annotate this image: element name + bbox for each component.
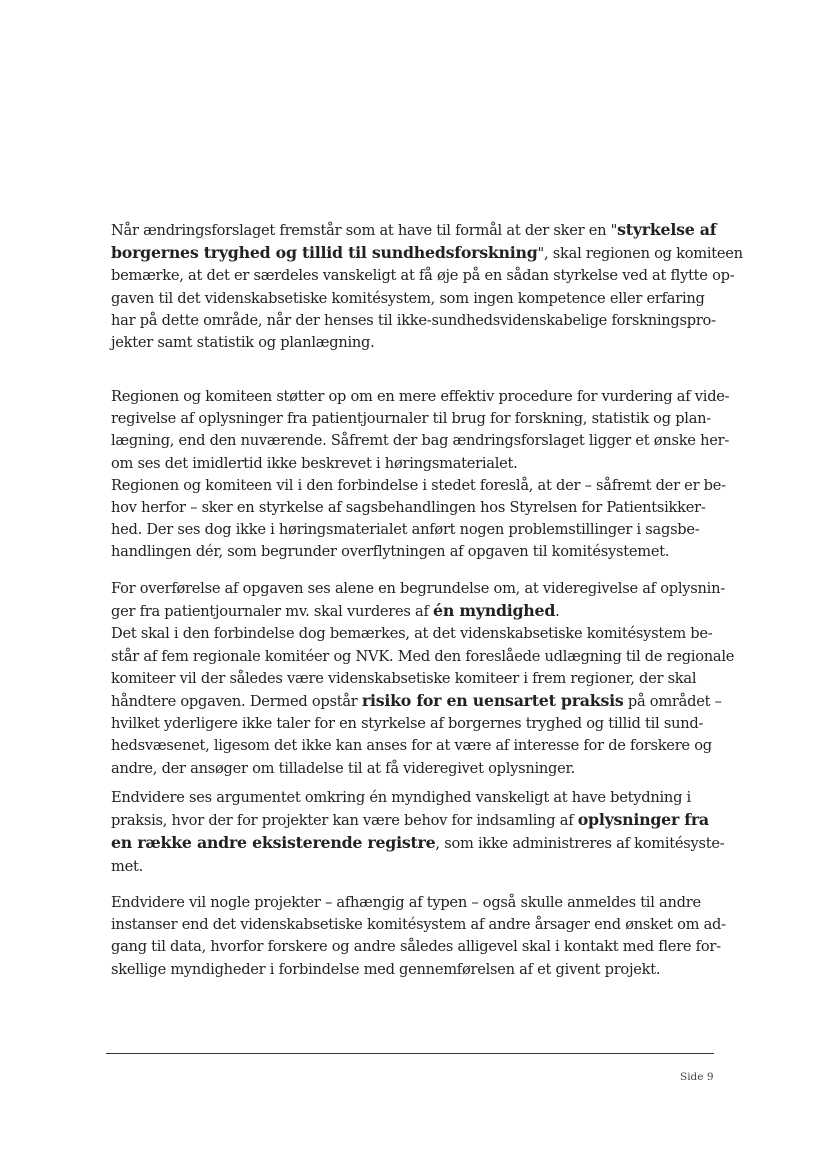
text-line: regivelse af oplysninger fra patientjournaler til brug for forskning, statistik og plan-	[111, 410, 711, 428]
paragraph-4	[111, 787, 725, 878]
bold-text: oplysninger fra	[577, 810, 709, 830]
paragraph-5	[111, 892, 726, 981]
bold-text: risiko for en uensartet praksis	[361, 691, 624, 711]
text-line	[111, 219, 721, 242]
text-line: andre, der ansøger om tilladelse til at få videregivet oplysninger.	[111, 759, 576, 777]
bold-text: én myndighed	[433, 601, 556, 621]
paragraph-1	[111, 219, 743, 354]
text-line	[111, 242, 743, 265]
paragraph-3	[111, 578, 735, 780]
text-line: hedsvæsenet, ligesom det ikke kan anses for at være af interesse for de forskere og	[111, 737, 712, 755]
text-line: om ses det imidlertid ikke beskrevet i høringsmaterialet.	[111, 454, 518, 472]
text-line: bemærke, at det er særdeles vanskeligt at få øje på en sådan styrkelse ved at flytte op-	[111, 267, 735, 285]
text-line	[111, 600, 721, 623]
bold-text: borgernes tryghed og tillid til sundhedsforskning	[111, 243, 538, 263]
text-line: Endvidere ses argumentet omkring én myndighed vanskeligt at have betydning i	[111, 789, 691, 806]
text-line: hvilket yderligere ikke taler for en styrkelse af borgernes tryghed og tillid til sund-	[111, 715, 704, 733]
text: ger fra patientjournaler mv. skal vurderes af	[111, 603, 434, 621]
page-number: Side 9	[680, 1071, 714, 1083]
text-line: Det skal i den forbindelse dog bemærkes, at det videnskabsetiske komitésystem be-	[111, 625, 713, 643]
text: håndtere opgaven. Dermed opstår	[111, 693, 362, 711]
text-line: gaven til det videnskabsetiske komitésystem, som ingen kompetence eller erfaring	[111, 289, 705, 307]
text-line: Regionen og komiteen støtter op om en mere effektiv procedure for vurdering af vide-	[111, 388, 730, 405]
text: Når ændringsforslaget fremstår som at have til formål at der sker en "	[111, 222, 618, 239]
text: .	[555, 603, 560, 621]
text-line	[111, 809, 721, 832]
text-line: komiteer vil der således være videnskabsetiske komiteer i frem regioner, der skal	[111, 669, 697, 687]
text: på området –	[623, 693, 722, 711]
text-line: instanser end det videnskabsetiske komitésystem af andre årsager end ønsket om ad-	[111, 916, 726, 934]
text: , som ikke administreres af komitésyste-	[435, 835, 725, 853]
text-line: hed. Der ses dog ikke i høringsmaterialet anført nogen problemstillinger i sagsbe-	[111, 521, 700, 539]
text-line: står af fem regionale komitéer og NVK. Med den foreslåede udlægning til de regionale	[111, 647, 735, 665]
paragraph-2	[111, 386, 730, 564]
bold-text: styrkelse af	[617, 220, 717, 239]
footer-divider	[106, 1053, 714, 1054]
text-line: skellige myndigheder i forbindelse med gennemførelsen af et givent projekt.	[111, 960, 661, 978]
text-line: gang til data, hvorfor forskere og andre således alligevel skal i kontakt med flere for-	[111, 938, 721, 956]
text-line: Endvidere vil nogle projekter – afhængig af typen – også skulle anmeldes til andre	[111, 894, 701, 911]
text-line: For overførelse af opgaven ses alene en begrundelse om, at videregivelse af oplysnin-	[111, 580, 725, 597]
text-line	[111, 832, 725, 855]
text-line: hov herfor – sker en styrkelse af sagsbehandlingen hos Styrelsen for Patientsikker-	[111, 499, 706, 517]
text-line: har på dette område, når der henses til ikke-sundhedsvidenskabelige forskningspro-	[111, 311, 716, 329]
text-line: jekter samt statistik og planlægning.	[111, 334, 375, 352]
bold-text: en række andre eksisterende registre	[111, 833, 436, 853]
text-line: lægning, end den nuværende. Såfremt der bag ændringsforslaget ligger et ønske her-	[111, 432, 730, 450]
text: ", skal regionen og komiteen	[537, 245, 743, 263]
text-line: handlingen dér, som begrunder overflytningen af opgaven til komitésystemet.	[111, 543, 670, 561]
text-line: met.	[111, 857, 143, 875]
text-line	[111, 690, 721, 713]
text-line: Regionen og komiteen vil i den forbindelse i stedet foreslå, at der – såfremt der er be-	[111, 476, 726, 494]
text: praksis, hvor der for projekter kan være behov for indsamling af	[111, 812, 578, 830]
